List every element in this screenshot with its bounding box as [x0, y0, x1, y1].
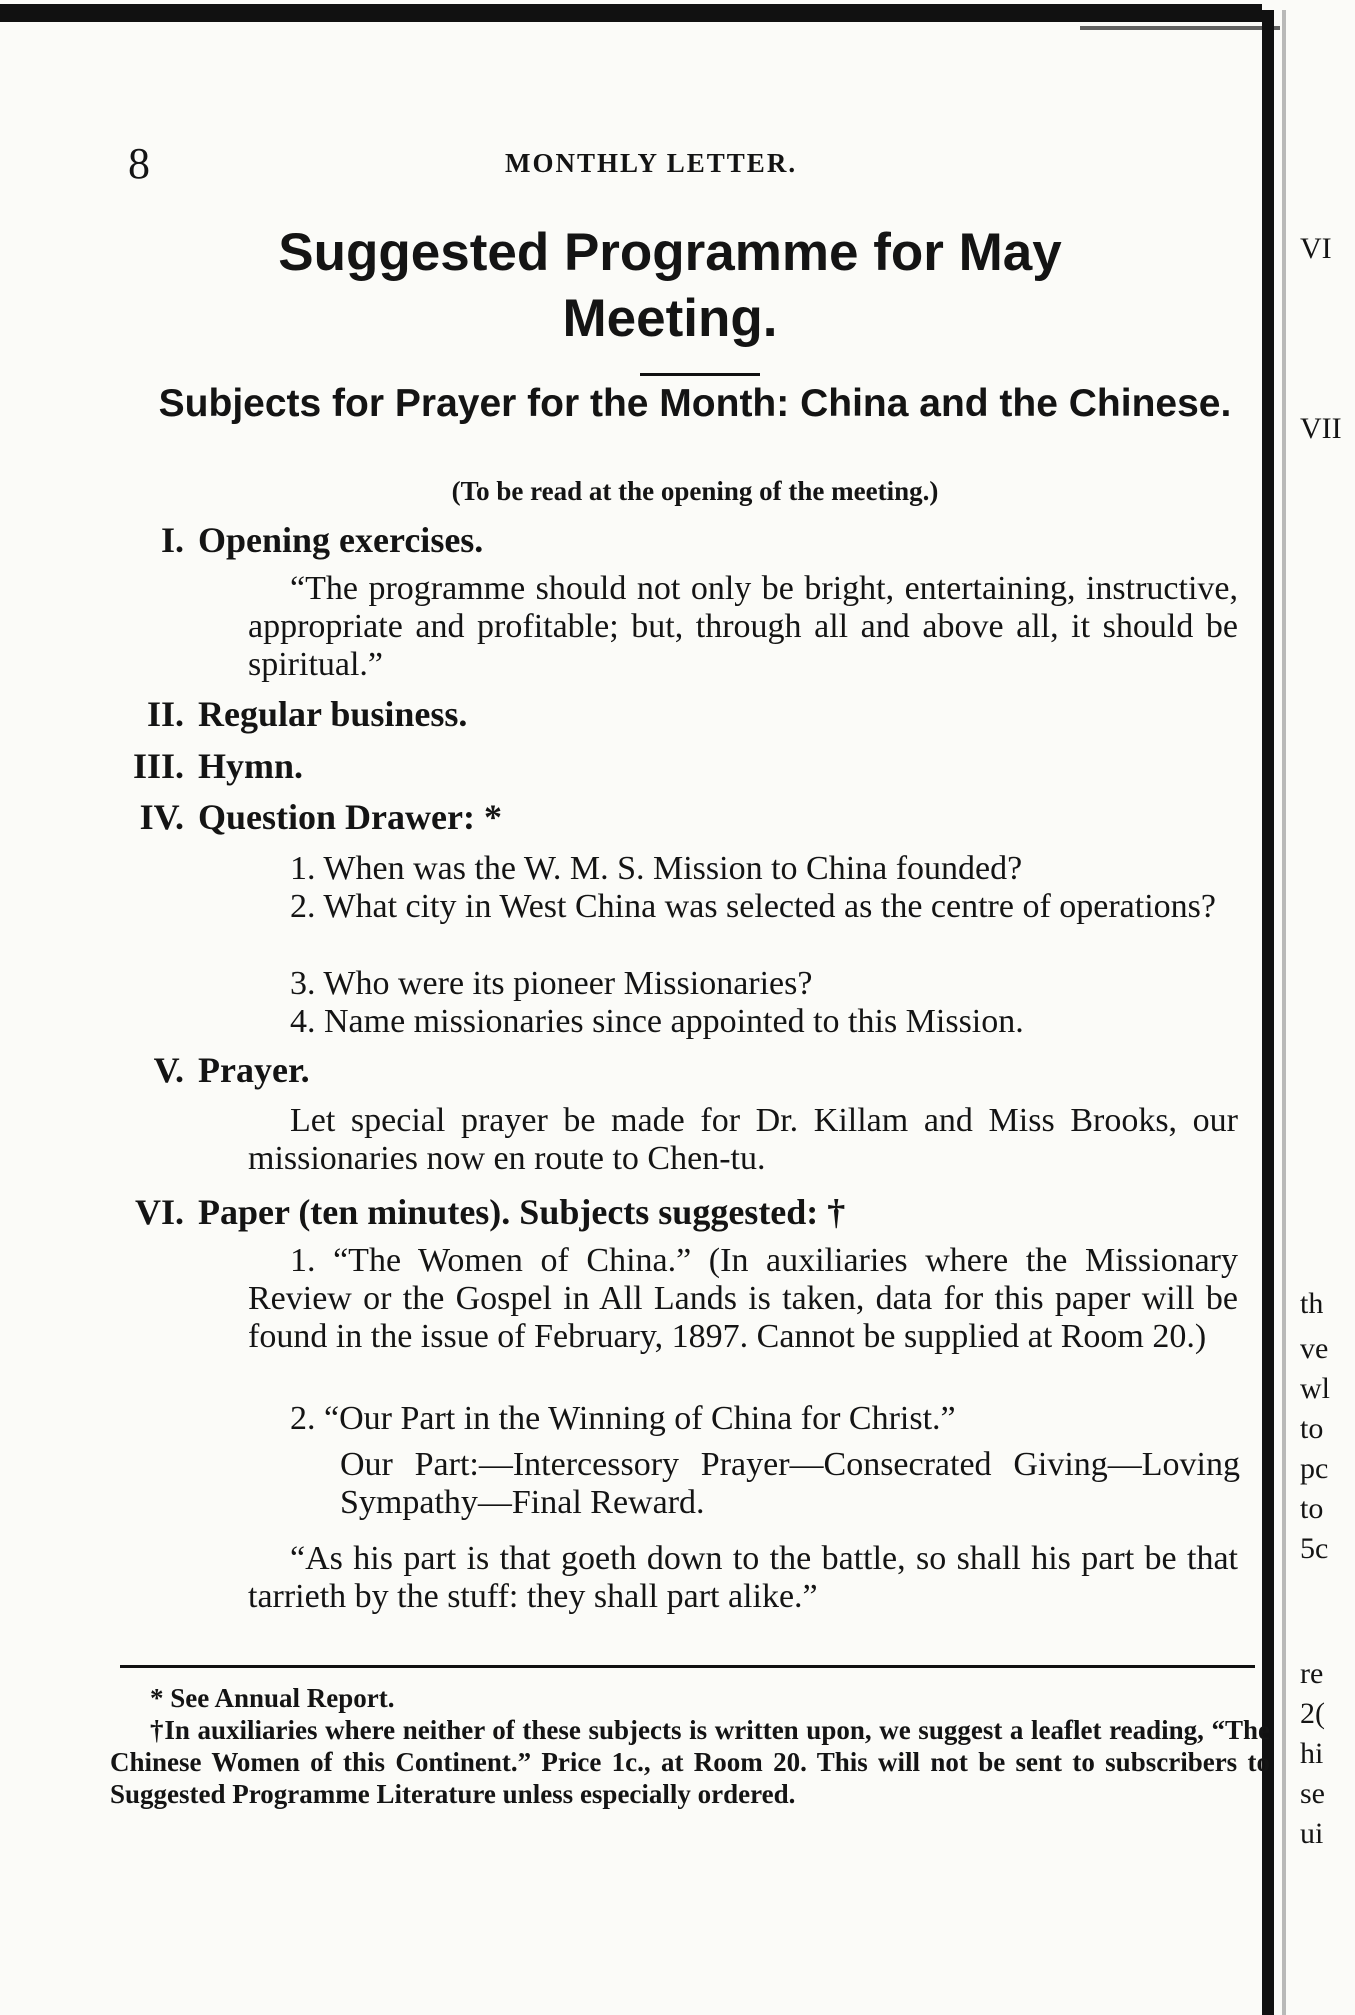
margin-fragment: pc: [1300, 1452, 1329, 1485]
section-number: II.: [146, 694, 184, 734]
section-number: VI.: [134, 1192, 184, 1232]
margin-fragment: re: [1300, 1657, 1324, 1690]
prayer-paragraph: Let special prayer be made for Dr. Killam and Miss Brooks, our missionaries now en route to Chen-tu.: [248, 1102, 1238, 1177]
question-2: 2. What city in West China was selected as the centre of operations?: [290, 888, 1216, 925]
question-3: 3. Who were its pioneer Missionaries?: [290, 965, 813, 1002]
reading-note: (To be read at the opening of the meeting.): [451, 476, 939, 506]
quote-paragraph: “The programme should not only be bright, entertaining, instructive, appropriate and profitable; but, through all and above all, it should be spiritual.”: [248, 570, 1238, 683]
section-number: I.: [160, 520, 184, 560]
margin-fragment: 2(: [1300, 1697, 1325, 1730]
top-border-fragment: [1080, 26, 1280, 30]
margin-fragment: VI: [1300, 232, 1332, 265]
closing-quote: “As his part is that goeth down to the battle, so shall his part be that tarrieth by the stuff: they shall part alike.”: [248, 1540, 1238, 1615]
footnote-2: †In auxiliaries where neither of these subjects is written upon, we suggest a leaflet reading, “The Chinese Women of this Continent.” Price 1c., at Room 20. This will not be sent to subscribers to Suggested Programme Literature unless especially ordered.: [110, 1715, 1270, 1809]
margin-fragment: to: [1300, 1412, 1324, 1445]
margin-fragment: ui: [1300, 1817, 1324, 1850]
question-4: 4. Name missionaries since appointed to this Mission.: [290, 1003, 1024, 1040]
page-number: 8: [128, 139, 150, 188]
our-part-list: Our Part:—Intercessory Prayer—Consecrated Giving—Loving Sympathy—Final Reward.: [340, 1446, 1240, 1521]
section-number: IV.: [139, 797, 184, 837]
margin-fragment: wl: [1300, 1372, 1330, 1405]
footnote-1: * See Annual Report.: [150, 1683, 395, 1713]
margin-fragment: VII: [1300, 412, 1342, 445]
section-number: V.: [153, 1050, 184, 1090]
margin-fragment: to: [1300, 1492, 1324, 1525]
section-heading: [92, 1192, 845, 1232]
section-title: Opening exercises.: [198, 520, 484, 560]
section-heading: [92, 694, 467, 734]
section-heading: [92, 746, 303, 786]
footnote-rule: [120, 1665, 1255, 1668]
section-heading: [92, 1050, 310, 1090]
running-head: MONTHLY LETTER.: [505, 148, 798, 178]
question-1: 1. When was the W. M. S. Mission to China founded?: [290, 850, 1023, 887]
margin-fragment: 5c: [1300, 1532, 1329, 1565]
margin-fragment: th: [1300, 1287, 1324, 1320]
title-rule: [640, 373, 760, 376]
margin-fragment: ve: [1300, 1332, 1329, 1365]
top-border: [0, 4, 1262, 22]
paper-subject-1: 1. “The Women of China.” (In auxiliaries where the Missionary Review or the Gospel in All Lands is taken, data for this paper will be found in the issue of February, 1897. Cannot be supplied at Room 20.): [248, 1242, 1238, 1355]
section-title: Paper (ten minutes). Subjects suggested: †: [198, 1192, 846, 1232]
section-heading: [92, 520, 483, 560]
section-title: Hymn.: [198, 746, 304, 786]
page-title: Suggested Programme for May Meeting.: [278, 223, 1062, 348]
section-title: Question Drawer: *: [198, 797, 502, 837]
paper-subject-2: 2. “Our Part in the Winning of China for Christ.”: [290, 1400, 956, 1437]
subject-heading: Subjects for Prayer for the Month: China and the Chinese.: [158, 382, 1232, 425]
right-gutter-line: [1282, 10, 1286, 2015]
section-number: III.: [132, 746, 184, 786]
section-title: Regular business.: [198, 694, 468, 734]
margin-fragment: hi: [1300, 1737, 1324, 1770]
section-heading: [92, 797, 502, 837]
margin-fragment: se: [1300, 1777, 1325, 1810]
section-title: Prayer.: [198, 1050, 310, 1090]
